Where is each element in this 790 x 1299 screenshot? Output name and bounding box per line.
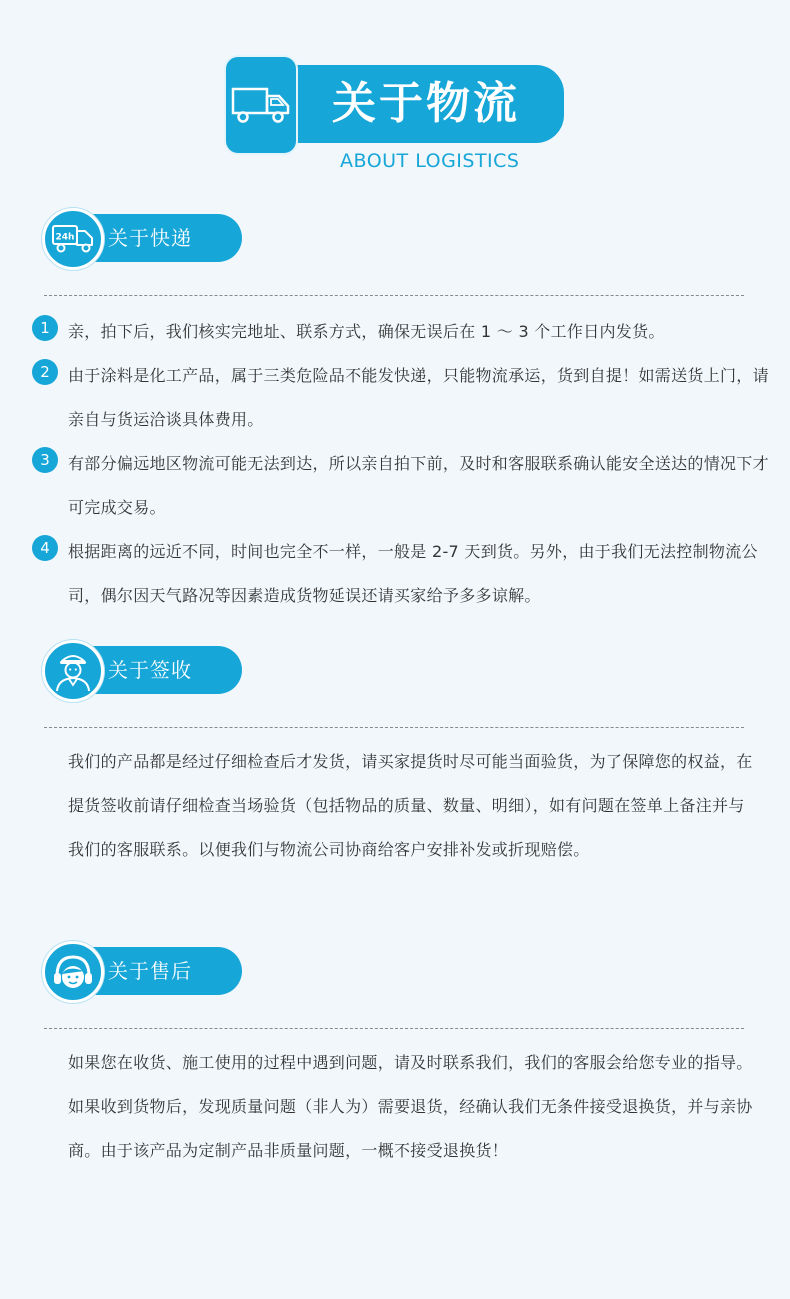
customer-service-headset-icon: [51, 950, 95, 994]
section-title-signing: 关于签收: [108, 658, 192, 682]
section-icon-circle: [42, 208, 104, 270]
section-header-express: [42, 208, 252, 270]
item-number: 3: [32, 447, 58, 473]
section-divider: [44, 1028, 744, 1029]
section-paragraph-aftersales: 如果您在收货、施工使用的过程中遇到问题，请及时联系我们，我们的客服会给您专业的指导。如果收到货物后，发现质量问题（非人为）需要退货，经确认我们无条件接受退换货，并与亲协商。由于该产品为定制产品非质量问题，一概不接受退换货！: [68, 1053, 753, 1160]
courier-icon: [53, 649, 93, 693]
item-number: 4: [32, 535, 58, 561]
item-number: 1: [32, 315, 58, 341]
item-text: 有部分偏远地区物流可能无法到达，所以亲自拍下前，及时和客服联系确认能安全送达的情况下才可完成交易。: [68, 454, 769, 517]
banner-icon-box: [224, 55, 298, 155]
section-divider: [44, 295, 744, 296]
truck-icon: [231, 85, 291, 125]
24h-delivery-truck-icon: [51, 223, 95, 255]
item-text: 亲，拍下后，我们核实完地址、联系方式，确保无误后在 1 ～ 3 个工作日内发货。: [68, 322, 665, 341]
page-title: 关于物流: [332, 78, 520, 129]
page-banner: [224, 55, 569, 180]
item-text: 根据距离的远近不同，时间也完全不一样，一般是 2-7 天到货。另外，由于我们无法控制物流公司，偶尔因天气路况等因素造成货物延误还请买家给予多多谅解。: [68, 542, 758, 605]
section-header-aftersales: [42, 941, 252, 1003]
section-header-signing: [42, 640, 252, 702]
item-text: 由于涂料是化工产品，属于三类危险品不能发快递，只能物流承运，货到自提！如需送货上门，请亲自与货运洽谈具体费用。: [68, 366, 769, 429]
svg-text:24h: 24h: [55, 232, 75, 243]
section-icon-circle: [42, 640, 104, 702]
section-title-express: 关于快递: [108, 226, 192, 250]
section-paragraph-signing: 我们的产品都是经过仔细检查后才发货，请买家提货时尽可能当面验货，为了保障您的权益，在提货签收前请仔细检查当场验货（包括物品的质量、数量、明细），如有问题在签单上备注并与我们的客服联系。以便我们与物流公司协商给客户安排补发或折现赔偿。: [68, 752, 753, 859]
page-subtitle: ABOUT LOGISTICS: [340, 150, 520, 172]
section-divider: [44, 727, 744, 728]
item-number: 2: [32, 359, 58, 385]
section-icon-circle: [42, 941, 104, 1003]
section-title-aftersales: 关于售后: [108, 959, 192, 983]
